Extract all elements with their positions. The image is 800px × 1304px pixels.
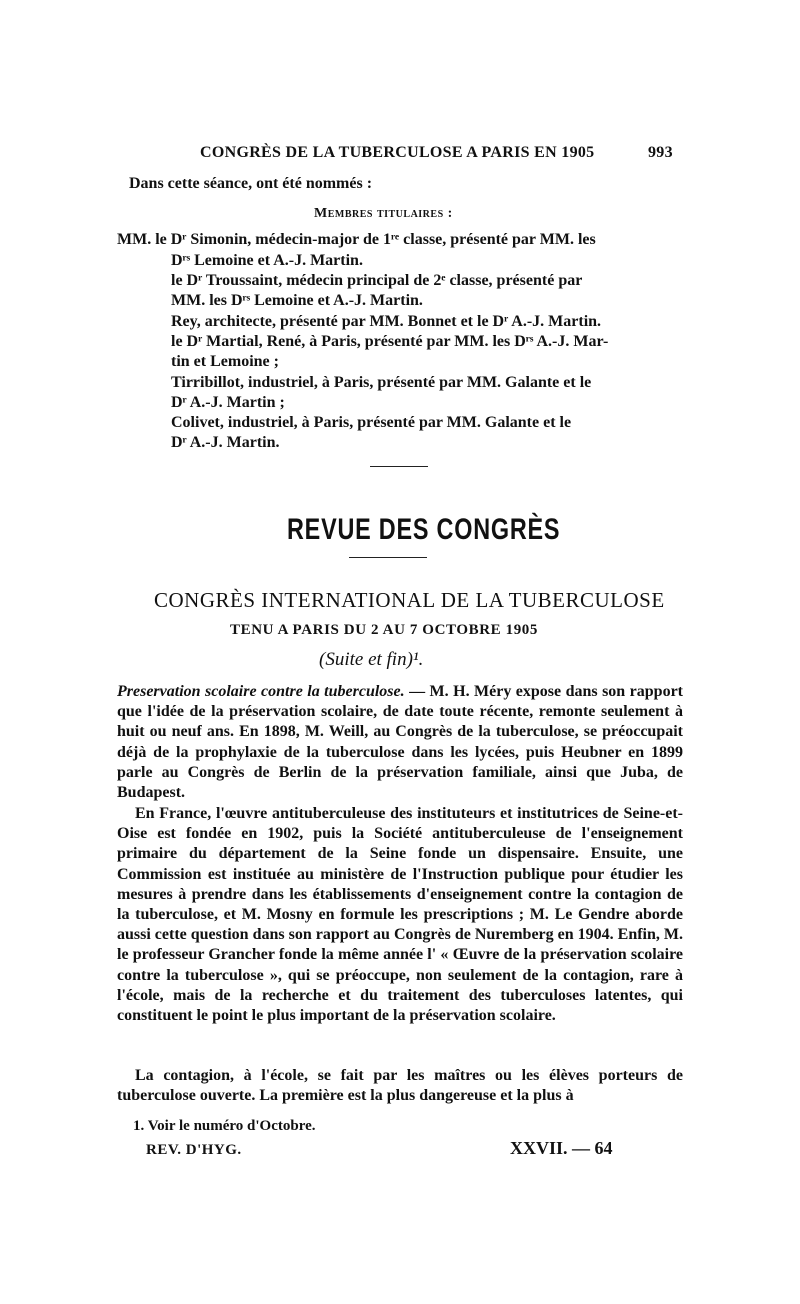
paragraph-france (117, 804, 683, 1026)
page-number: 993 (648, 144, 673, 161)
paragraph-text: En France, l'œuvre antituberculeuse des instituteurs et institutrices de Seine-et-Oise est fondée en 1902, puis la Société antituberculeuse de l'enseignement primaire du département de la Seine fonde un dispensaire. Ensuite, une Commission est instituée au ministère de l'Instruction publique pour étudier les mesures à prendre dans les établissements d'enseignement contre la contagion de la tuberculose, et M. Mosny en formule les prescriptions ; M. Le Gendre aborde aussi cette question dans son rapport au Congrès de Nuremberg en 1904. Enfin, M. le professeur Grancher fonde la même année l' « Œuvre de la préservation scolaire contre la tuberculose », qui se préoccupe, non seulement de la contagion, rare à l'école, mais de la recherche et du traitement des tuberculoses latentes, qui constituent le point le plus important de la préservation scolaire. (117, 805, 683, 1025)
separator-rule (370, 466, 428, 467)
section-title: REVUE DES CONGRÈS (287, 513, 561, 546)
footer-journal: REV. D'HYG. (146, 1142, 242, 1158)
footnote: 1. Voir le numéro d'Octobre. (133, 1118, 316, 1134)
members-heading: Membres titulaires : (314, 206, 453, 221)
paragraph-text: — M. H. Méry expose dans son rapport que l'idée de la préservation scolaire, de date toute récente, remonte seulement à huit ou neuf ans. En 1898, M. Weill, au Congrès de la tuberculose, se préoccupait déjà de la prophylaxie de la tuberculose dans les lycées, puis Heubner en 1899 parle au Congrès de Berlin de la préservation familiale, ainsi que Juba, de Budapest. (117, 683, 683, 802)
member-line: le Dʳ Troussaint, médecin principal de 2ᵉ classe, présenté par (171, 272, 583, 289)
congress-subtitle: TENU A PARIS DU 2 AU 7 OCTOBRE 1905 (230, 622, 538, 638)
running-head-title: CONGRÈS DE LA TUBERCULOSE A PARIS EN 1905 (200, 144, 595, 161)
member-line: Dʳ A.-J. Martin ; (171, 394, 285, 411)
member-line: MM. le Dʳ Simonin, médecin-major de 1ʳᵉ classe, présenté par MM. les (117, 231, 596, 248)
member-line: MM. les Dʳˢ Lemoine et A.-J. Martin. (171, 292, 423, 309)
intro-line: Dans cette séance, ont été nommés : (129, 175, 373, 192)
member-line: le Dʳ Martial, René, à Paris, présenté par MM. les Dʳˢ A.-J. Mar- (171, 333, 609, 350)
member-line: tin et Lemoine ; (171, 353, 279, 370)
footer-volume: XXVII. — 64 (510, 1138, 613, 1158)
continuation-note: (Suite et fin)¹. (319, 649, 424, 670)
paragraph-preservation (117, 682, 683, 803)
member-line: Tirribillot, industriel, à Paris, présenté par MM. Galante et le (171, 374, 592, 391)
paragraph-contagion (117, 1066, 683, 1106)
paragraph-text: La contagion, à l'école, se fait par les maîtres ou les élèves porteurs de tuberculose ouverte. La première est la plus dangereuse et la plus à (117, 1067, 683, 1105)
member-line: Dʳˢ Lemoine et A.-J. Martin. (171, 252, 363, 269)
congress-title: CONGRÈS INTERNATIONAL DE LA TUBERCULOSE (154, 588, 665, 612)
member-line: Colivet, industriel, à Paris, présenté par MM. Galante et le (171, 414, 572, 431)
paragraph-lead: Preservation scolaire contre la tuberculose. (117, 683, 405, 700)
member-line: Dʳ A.-J. Martin. (171, 434, 280, 451)
member-line: Rey, architecte, présenté par MM. Bonnet et le Dʳ A.-J. Martin. (171, 313, 602, 330)
section-title-rule (349, 557, 427, 558)
